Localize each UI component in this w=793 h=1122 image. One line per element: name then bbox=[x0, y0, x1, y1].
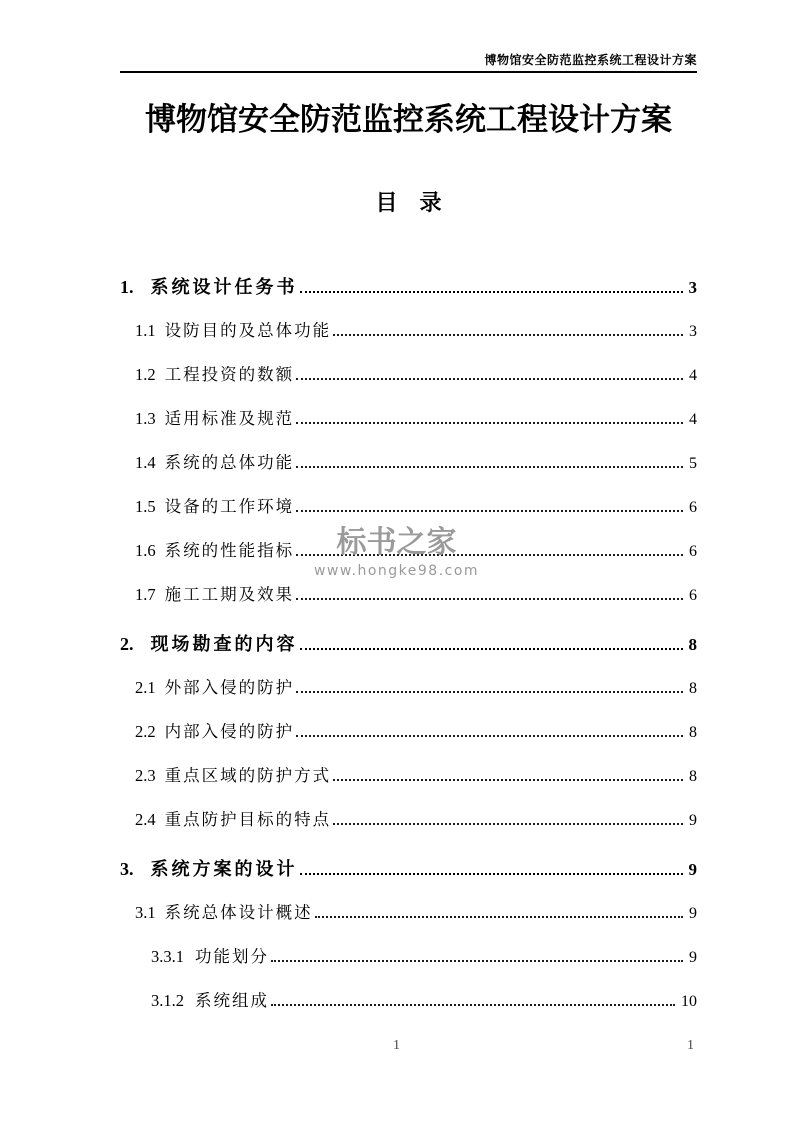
toc-entry[interactable] bbox=[135, 810, 697, 854]
toc-entry-number: 2. bbox=[120, 634, 134, 654]
dot-leader bbox=[333, 810, 683, 825]
toc-entry-number: 1. bbox=[120, 277, 134, 297]
toc-entry-label: 适用标准及规范 bbox=[164, 409, 295, 428]
toc-entry-label: 设防目的及总体功能 bbox=[164, 321, 332, 340]
dot-leader bbox=[300, 278, 683, 293]
toc-entry-number: 2.2 bbox=[135, 722, 156, 741]
dot-leader bbox=[271, 991, 675, 1006]
toc-entry-number: 3.3.1 bbox=[151, 947, 184, 966]
toc-entry-label: 现场勘查的内容 bbox=[150, 634, 298, 654]
toc-entry[interactable] bbox=[135, 365, 697, 409]
toc-entry[interactable] bbox=[151, 947, 697, 991]
toc-entry[interactable] bbox=[120, 859, 697, 903]
toc-entry-page: 5 bbox=[689, 455, 697, 472]
dot-leader bbox=[333, 321, 683, 336]
toc-entry-label: 内部入侵的防护 bbox=[164, 722, 295, 741]
dot-leader bbox=[296, 365, 683, 380]
toc-entry-label: 系统组成 bbox=[195, 991, 269, 1010]
toc-entry[interactable] bbox=[135, 321, 697, 365]
dot-leader bbox=[333, 766, 683, 781]
toc-entry-label: 施工工期及效果 bbox=[164, 585, 295, 604]
toc-heading: 目 录 bbox=[375, 190, 442, 215]
toc-entry-label: 重点防护目标的特点 bbox=[164, 810, 332, 829]
toc-entry-number: 1.4 bbox=[135, 453, 156, 472]
toc-entry-label: 外部入侵的防护 bbox=[164, 678, 295, 697]
toc-entry[interactable] bbox=[135, 409, 697, 453]
toc-entry-number: 2.3 bbox=[135, 766, 156, 785]
dot-leader bbox=[296, 722, 683, 737]
toc-entry-page: 8 bbox=[689, 768, 697, 785]
toc-entry[interactable] bbox=[135, 766, 697, 810]
toc-entry-page: 8 bbox=[689, 680, 697, 697]
toc-entry-page: 9 bbox=[689, 812, 697, 829]
dot-leader bbox=[296, 678, 683, 693]
watermark-logo-text: 标书之家 bbox=[336, 525, 457, 560]
toc-entry[interactable] bbox=[135, 497, 697, 541]
dot-leader bbox=[315, 903, 683, 918]
toc-entry-page: 4 bbox=[689, 367, 697, 384]
toc-entry-page: 9 bbox=[689, 905, 697, 922]
toc-entry[interactable] bbox=[135, 903, 697, 947]
watermark-url: www.hongke98.com bbox=[313, 563, 480, 579]
toc-entry-number: 3.1 bbox=[135, 903, 156, 922]
dot-leader bbox=[300, 635, 683, 650]
toc-entry[interactable] bbox=[135, 541, 697, 585]
toc-entry-page: 6 bbox=[689, 587, 697, 604]
toc-entry-number: 2.1 bbox=[135, 678, 156, 697]
dot-leader bbox=[296, 585, 683, 600]
document-title: 博物馆安全防范监控系统工程设计方案 bbox=[145, 102, 672, 137]
toc-entry-number: 1.1 bbox=[135, 321, 156, 340]
toc-entry-number: 3.1.2 bbox=[151, 991, 184, 1010]
toc-entry-label: 功能划分 bbox=[195, 947, 269, 966]
toc-entry[interactable] bbox=[151, 991, 697, 1035]
toc-entry-number: 1.7 bbox=[135, 585, 156, 604]
toc-entry-label: 系统的性能指标 bbox=[164, 541, 295, 560]
header-title: 博物馆安全防范监控系统工程设计方案 bbox=[484, 53, 697, 67]
toc-entry-number: 3. bbox=[120, 859, 134, 879]
toc-entry-page: 3 bbox=[688, 278, 697, 297]
dot-leader bbox=[300, 860, 683, 875]
toc-entry[interactable] bbox=[135, 453, 697, 497]
toc-entry-page: 8 bbox=[688, 635, 697, 654]
toc-entry[interactable] bbox=[120, 277, 697, 321]
toc-list bbox=[120, 277, 697, 1035]
toc-entry-page: 3 bbox=[689, 323, 697, 340]
toc-entry-number: 1.3 bbox=[135, 409, 156, 428]
toc-entry-page: 4 bbox=[689, 411, 697, 428]
toc-entry[interactable] bbox=[135, 678, 697, 722]
toc-entry-label: 工程投资的数额 bbox=[164, 365, 295, 384]
toc-entry[interactable] bbox=[135, 585, 697, 629]
toc-entry[interactable] bbox=[135, 722, 697, 766]
toc-entry-page: 9 bbox=[689, 949, 697, 966]
dot-leader bbox=[296, 497, 683, 512]
toc-entry-page: 6 bbox=[689, 499, 697, 516]
footer-page-number-center: 1 bbox=[393, 1038, 400, 1053]
dot-leader bbox=[296, 453, 683, 468]
toc-entry[interactable] bbox=[120, 634, 697, 678]
dot-leader bbox=[271, 947, 683, 962]
toc-entry-page: 8 bbox=[689, 724, 697, 741]
toc-entry-number: 1.6 bbox=[135, 541, 156, 560]
toc-entry-label: 系统总体设计概述 bbox=[164, 903, 313, 922]
dot-leader bbox=[296, 409, 683, 424]
toc-entry-number: 1.5 bbox=[135, 497, 156, 516]
toc-entry-label: 系统设计任务书 bbox=[150, 277, 298, 297]
toc-entry-label: 系统的总体功能 bbox=[164, 453, 295, 472]
toc-entry-number: 2.4 bbox=[135, 810, 156, 829]
toc-entry-label: 设备的工作环境 bbox=[164, 497, 295, 516]
footer-page-number-right: 1 bbox=[687, 1038, 694, 1053]
toc-entry-page: 9 bbox=[688, 860, 697, 879]
toc-entry-page: 6 bbox=[689, 543, 697, 560]
toc-entry-label: 系统方案的设计 bbox=[150, 859, 298, 879]
page-header bbox=[120, 0, 697, 73]
toc-entry-label: 重点区域的防护方式 bbox=[164, 766, 332, 785]
toc-entry-page: 10 bbox=[681, 993, 697, 1010]
toc-entry-number: 1.2 bbox=[135, 365, 156, 384]
dot-leader bbox=[296, 541, 683, 556]
